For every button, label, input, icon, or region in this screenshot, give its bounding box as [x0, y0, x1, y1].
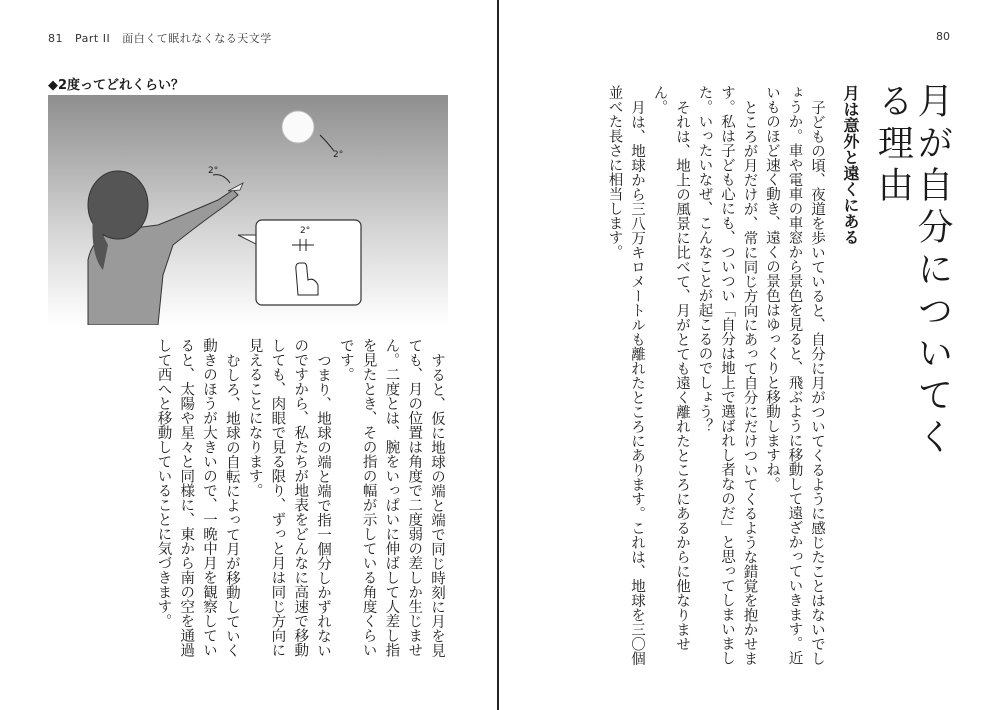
page-number-left: 81 [48, 32, 63, 45]
inset-angle-label: 2° [300, 226, 311, 236]
left-body-text [78, 338, 448, 668]
figure-illustration [48, 95, 448, 325]
moon-angle-label: 2° [333, 150, 344, 160]
right-paragraph: ところが月だけが、常に同じ方向にあって自分にだけついてくるような錯覚を抱かせます。私は子ども心にも、ついつい「自分は地上で選ばれし者なのだ」と思ってしまいました。いったいなぜ、こんなことが起こるのでしょう？ [696, 85, 758, 665]
page-number-right: 80 [936, 30, 950, 43]
right-page [499, 0, 1000, 710]
section-subheading: 月は意外と遠くにある [841, 85, 860, 245]
chapter-heading: 月が自分についてくる理由 [872, 82, 953, 460]
chapter-title: 面白くて眠れなくなる天文学 [122, 32, 272, 45]
right-paragraph: それは、地上の風景に比べて、月がとても遠く離れたところにあるからに他なりません。 [651, 85, 690, 651]
right-body-text [528, 85, 828, 665]
left-paragraph: つまり、地球の端と端で指一個分しかずれないのですから、私たちが地表をどんなに高速で移動しても、肉眼で見る限り、ずっと月は同じ方向に見えることになります。 [246, 338, 332, 657]
finger-angle-label: 2° [208, 166, 219, 176]
moon-icon [282, 111, 314, 143]
left-paragraph: すると、仮に地球の端と端で同じ時刻に月を見ても、月の位置は角度で二度弱の差しか生じません。二度とは、腕をいっぱいに伸ばして人差し指を見たとき、その指の幅が示している角度くらいです。 [337, 338, 445, 657]
right-paragraph: 子どもの頃、夜道を歩いていると、自分に月がついてくるように感じたことはないでしょうか。車や電車の車窓から景色を見ると、飛ぶように移動して遠ざかっていきます。近いものほど速く動き、遠くの景色はゆっくりと移動しますね。 [764, 85, 825, 665]
part-label: Part II [75, 32, 111, 45]
left-page [0, 0, 497, 710]
figure-caption: ◆2度ってどれくらい？ [48, 78, 185, 93]
left-paragraph: むしろ、地球の自転によって月が移動していく動きのほうが大きいので、一晩中月を観察していると、太陽や星々と同様に、東から南の空を通過して西へと移動していることに気づきます。 [155, 338, 240, 657]
right-paragraph: 月は、地球から三八万キロメートルも離れたところにあります。これは、地球を三〇個並べた長さに相当します。 [606, 85, 645, 665]
running-header [48, 30, 280, 46]
